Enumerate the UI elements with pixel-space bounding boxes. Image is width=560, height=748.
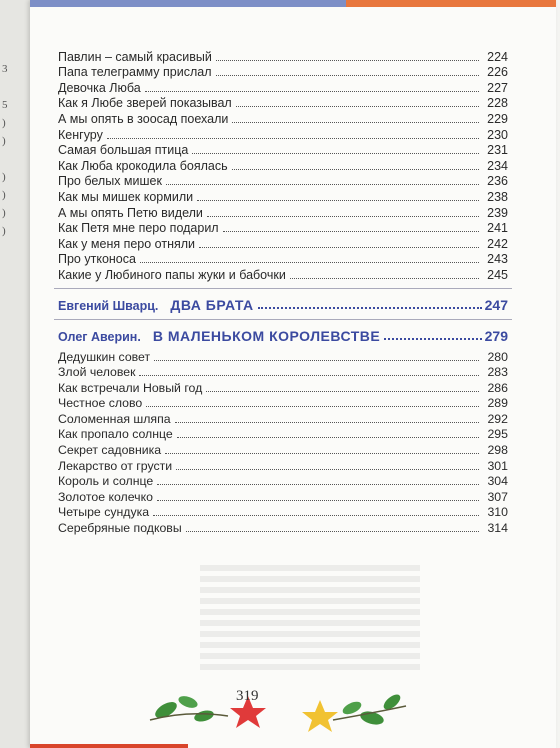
leaf-left-icon [150, 694, 228, 724]
dot-leader [236, 105, 479, 107]
toc-entry-title: Серебряные подковы [58, 521, 182, 536]
previous-page-edge [0, 0, 30, 748]
dot-leader [206, 390, 479, 392]
toc-entry-title: Дедушкин совет [58, 349, 151, 364]
bottom-decor-band [30, 744, 188, 748]
dot-leader [384, 337, 481, 340]
toc-entry-title: А мы опять в зоосад поехали [58, 111, 229, 126]
dot-leader [176, 468, 479, 470]
dot-leader [192, 152, 479, 154]
toc-entry-page: 230 [487, 127, 508, 142]
toc-entry-title: Кенгуру [58, 127, 103, 142]
dot-leader [145, 90, 479, 92]
toc-entry-title: Секрет садовника [58, 443, 162, 458]
toc-entry [58, 157, 508, 173]
toc-entry [58, 126, 508, 142]
toc-entry [58, 266, 508, 282]
section-author: Евгений Шварц. [58, 298, 159, 313]
dot-leader [154, 359, 479, 361]
dot-leader [139, 374, 479, 376]
toc-entry-page: 298 [487, 443, 508, 458]
toc-entry-title: Как мы мишек кормили [58, 189, 194, 204]
dot-leader [157, 483, 479, 485]
toc-entry [58, 488, 508, 504]
faded-imprint-text [200, 560, 420, 670]
dot-leader [186, 530, 479, 532]
divider [54, 288, 512, 289]
dot-leader [232, 121, 479, 123]
toc-entry-page: 301 [487, 458, 508, 473]
toc-entry-title: Злой человек [58, 365, 136, 380]
toc-entry [58, 188, 508, 204]
dot-leader [175, 421, 479, 423]
toc-entry-page: 292 [487, 411, 508, 426]
toc-entry-title: Как встречали Новый год [58, 380, 203, 395]
toc-entry-page: 307 [487, 489, 508, 504]
toc-entry [58, 426, 508, 442]
toc-entry-title: Как я Любе зверей показывал [58, 96, 232, 111]
dot-leader [165, 452, 479, 454]
toc-page [30, 0, 556, 748]
dot-leader [107, 137, 479, 139]
dot-leader [146, 405, 479, 407]
toc-entry-title: Лекарство от грусти [58, 458, 173, 473]
toc-entry-title: Соломенная шляпа [58, 411, 171, 426]
table-of-contents [58, 48, 508, 535]
toc-entry-title: Про белых мишек [58, 174, 162, 189]
toc-entry [58, 142, 508, 158]
toc-entry [58, 220, 508, 236]
dot-leader [166, 183, 479, 185]
toc-entry-title: Король и солнце [58, 474, 154, 489]
toc-entry-title: А мы опять Петю видели [58, 205, 203, 220]
toc-entry-title: Четыре сундука [58, 505, 150, 520]
toc-entry-page: 280 [487, 349, 508, 364]
dot-leader [140, 261, 479, 263]
dot-leader [216, 59, 479, 61]
toc-entry-page: 314 [487, 521, 508, 536]
toc-entry-title: Павлин – самый красивый [58, 49, 212, 64]
dot-leader [199, 246, 479, 248]
toc-entry-page: 234 [487, 158, 508, 173]
section-title: В МАЛЕНЬКОМ КОРОЛЕВСТВЕ [152, 327, 381, 344]
toc-entry-title: Золотое колечко [58, 489, 153, 504]
leaf-right-icon [333, 692, 406, 727]
toc-entry [58, 64, 508, 80]
dot-leader [157, 499, 479, 501]
toc-entry [58, 110, 508, 126]
toc-entry [58, 410, 508, 426]
footer-ornament [148, 686, 408, 736]
toc-entry [58, 364, 508, 380]
toc-entry-page: 229 [487, 111, 508, 126]
dot-leader [197, 199, 479, 201]
dot-leader [216, 74, 479, 76]
toc-entry-page: 245 [487, 267, 508, 282]
page-number: 319 [236, 688, 259, 704]
toc-entry-title: Как Петя мне перо подарил [58, 221, 219, 236]
dot-leader [177, 436, 479, 438]
previous-page-text-fragments: 3 5 ) ) ) ) ) ) [2, 63, 8, 237]
toc-entry-page: 239 [487, 205, 508, 220]
divider [54, 319, 512, 320]
dot-leader [290, 277, 479, 279]
section-author: Олег Аверин. [58, 329, 141, 344]
toc-entry-page: 238 [487, 189, 508, 204]
toc-entry-page: 227 [487, 80, 508, 95]
toc-entry-page: 295 [487, 427, 508, 442]
toc-entry-page: 236 [487, 174, 508, 189]
toc-entry-title: Девочка Люба [58, 80, 141, 95]
toc-group-1 [58, 48, 508, 282]
toc-entry-title: Как Люба крокодила боялась [58, 158, 228, 173]
toc-entry [58, 473, 508, 489]
toc-entry-page: 289 [487, 396, 508, 411]
toc-entry-page: 310 [487, 505, 508, 520]
toc-entry [58, 235, 508, 251]
toc-entry [58, 441, 508, 457]
dot-leader [153, 514, 479, 516]
dot-leader [207, 215, 479, 217]
toc-entry-title: Папа телеграмму прислал [58, 65, 212, 80]
toc-entry-title: Про утконоса [58, 252, 136, 267]
toc-entry [58, 395, 508, 411]
toc-section-little-kingdom [58, 328, 508, 344]
top-decor-band [30, 0, 556, 7]
toc-entry-title: Как у меня перо отняли [58, 236, 196, 251]
toc-entry [58, 457, 508, 473]
toc-entry-page: 283 [487, 365, 508, 380]
dot-leader [232, 168, 479, 170]
toc-entry-page: 226 [487, 65, 508, 80]
toc-entry-page: 228 [487, 96, 508, 111]
toc-entry [58, 348, 508, 364]
toc-entry-title: Самая большая птица [58, 143, 189, 158]
toc-entry [58, 379, 508, 395]
toc-section-two-brothers [58, 297, 508, 313]
star-yellow-icon [302, 700, 338, 732]
dot-leader [223, 230, 479, 232]
toc-entry [58, 504, 508, 520]
toc-entry-title: Честное слово [58, 396, 143, 411]
toc-entry [58, 48, 508, 64]
toc-entry-title: Какие у Любиного папы жуки и бабочки [58, 267, 286, 282]
toc-entry-page: 231 [487, 143, 508, 158]
toc-entry-page: 242 [487, 236, 508, 251]
toc-entry-page: 304 [487, 474, 508, 489]
toc-entry [58, 251, 508, 267]
toc-entry-page: 241 [487, 221, 508, 236]
toc-entry-page: 224 [487, 49, 508, 64]
toc-entry [58, 79, 508, 95]
toc-entry-page: 243 [487, 252, 508, 267]
section-page: 279 [484, 327, 508, 344]
toc-group-2 [58, 348, 508, 535]
dot-leader [258, 306, 482, 309]
section-title: ДВА БРАТА [170, 296, 254, 313]
toc-entry-title: Как пропало солнце [58, 427, 173, 442]
toc-entry-page: 286 [487, 380, 508, 395]
section-page: 247 [484, 296, 508, 313]
toc-entry [58, 173, 508, 189]
toc-entry [58, 95, 508, 111]
toc-entry [58, 204, 508, 220]
toc-entry [58, 519, 508, 535]
